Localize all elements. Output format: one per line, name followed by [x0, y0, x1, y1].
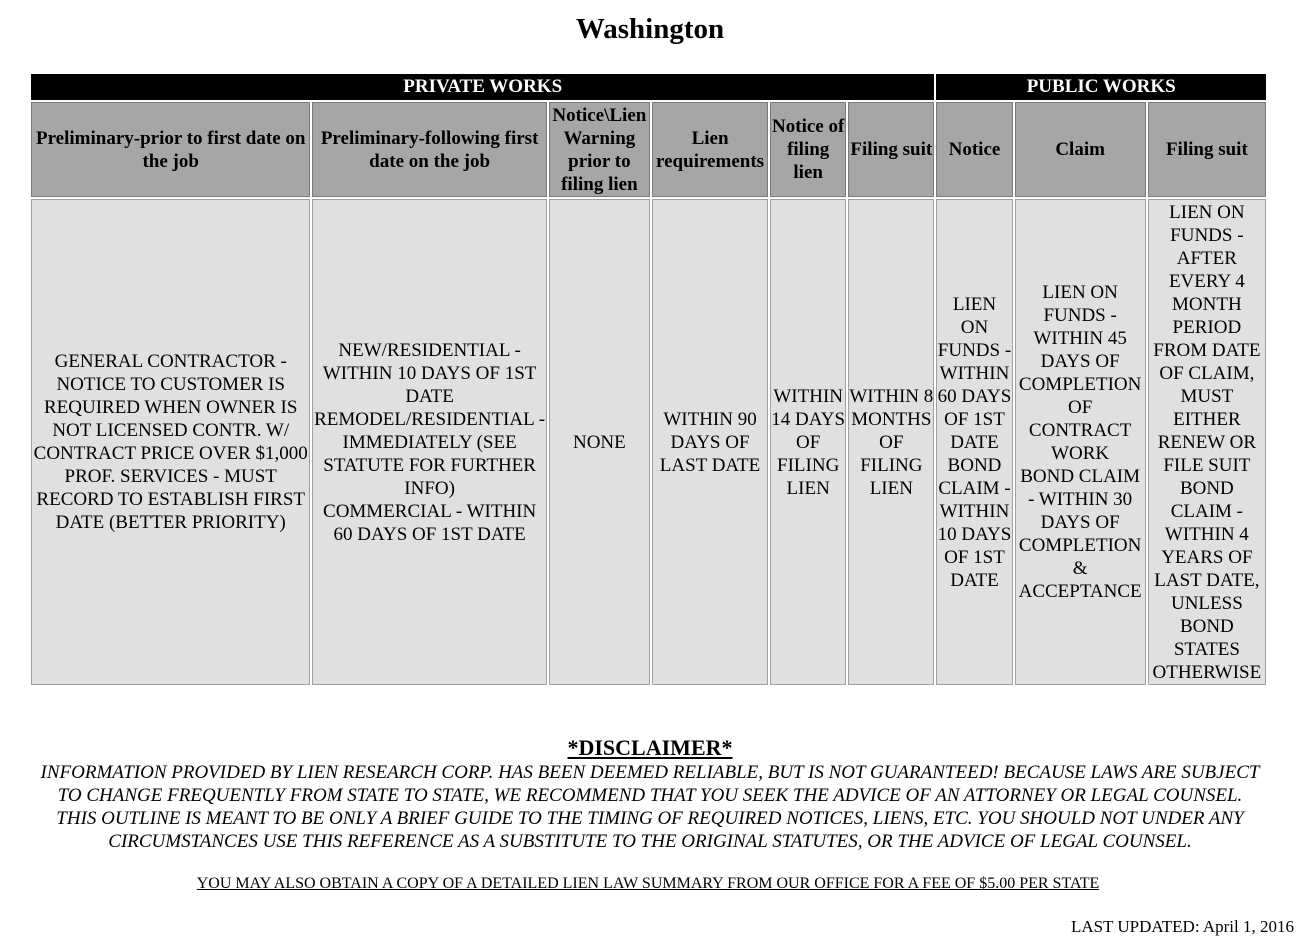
cell-line: BOND CLAIM - WITHIN 4 YEARS OF LAST DATE, UNLESS BOND STATES OTHERWISE	[1152, 477, 1262, 683]
column-header: Notice of filing lien	[770, 102, 846, 197]
lien-summary-link[interactable]: YOU MAY ALSO OBTAIN A COPY OF A DETAILED LIEN LAW SUMMARY FROM OUR OFFICE FOR A FEE OF $5.00 PER STATE	[196, 875, 1100, 892]
column-header: Notice\Lien Warning prior to filing lien	[549, 102, 650, 197]
last-updated: LAST UPDATED: April 1, 2016	[1070, 917, 1294, 936]
disclaimer-line: INFORMATION PROVIDED BY LIEN RESEARCH CORP. HAS BEEN DEEMED RELIABLE, BUT IS NOT GUARANTEED! BECAUSE LAWS ARE SUBJECT	[40, 762, 1260, 783]
cell-line: WITHIN 8 MONTHS OF FILING LIEN	[849, 385, 934, 499]
table-cell	[312, 199, 546, 685]
column-header: Preliminary-prior to first date on the job	[31, 102, 310, 197]
cell-line: REMODEL/RESIDENTIAL - IMMEDIATELY (SEE STATUTE FOR FURTHER INFO)	[314, 408, 546, 499]
cell-line: GENERAL CONTRACTOR - NOTICE TO CUSTOMER IS REQUIRED WHEN OWNER IS NOT LICENSED CONTR. W/ CONTRACT PRICE OVER $1,000	[33, 351, 308, 464]
cell-line: NEW/RESIDENTIAL - WITHIN 10 DAYS OF 1ST DATE	[322, 339, 537, 407]
disclaimer-line: THIS OUTLINE IS MEANT TO BE ONLY A BRIEF GUIDE TO THE TIMING OF REQUIRED NOTICES, LIENS, ETC. YOU SHOULD NOT UNDER ANY	[56, 808, 1244, 829]
cell-line: LIEN ON FUNDS - AFTER EVERY 4 MONTH PERIOD FROM DATE OF CLAIM, MUST EITHER RENEW OR FILE SUIT	[1153, 201, 1261, 476]
disclaimer-line: TO CHANGE FREQUENTLY FROM STATE TO STATE, WE RECOMMEND THAT YOU SEEK THE ADVICE OF AN ATTORNEY OR LEGAL COUNSEL.	[57, 785, 1243, 806]
table-cell	[936, 199, 1012, 685]
cell-line: BOND CLAIM - WITHIN 30 DAYS OF COMPLETION & ACCEPTANCE	[1018, 466, 1142, 602]
column-header-row	[31, 102, 1266, 197]
disclaimer-title: *DISCLAIMER*	[567, 735, 733, 760]
lien-law-table	[29, 72, 1268, 687]
column-header: Preliminary-following first date on the job	[312, 102, 546, 197]
disclaimer-text	[0, 761, 1300, 853]
column-header: Filing suit	[1148, 102, 1266, 197]
table-cell	[1015, 199, 1146, 685]
table-cell	[31, 199, 310, 685]
cell-line: COMMERCIAL - WITHIN 60 DAYS OF 1ST DATE	[323, 500, 537, 545]
column-header: Notice	[936, 102, 1012, 197]
public-works-header: PUBLIC WORKS	[936, 74, 1266, 100]
table-cell	[770, 199, 846, 685]
table-cell	[652, 199, 768, 685]
cell-line: BOND CLAIM - WITHIN 10 DAYS OF 1ST DATE	[937, 454, 1012, 591]
table-row	[31, 199, 1266, 685]
column-header: Claim	[1015, 102, 1146, 197]
cell-line: NONE	[572, 431, 626, 453]
section-header-row	[31, 74, 1266, 100]
column-header: Lien requirements	[652, 102, 768, 197]
column-header: Filing suit	[848, 102, 934, 197]
cell-line: WITHIN 14 DAYS OF FILING LIEN	[771, 385, 846, 499]
private-works-header: PRIVATE WORKS	[31, 74, 934, 100]
page-title: Washington	[575, 13, 725, 45]
cell-line: LIEN ON FUNDS - WITHIN 45 DAYS OF COMPLETION OF CONTRACT WORK	[1018, 282, 1142, 464]
table-cell	[848, 199, 934, 685]
cell-line: WITHIN 90 DAYS OF LAST DATE	[659, 408, 761, 476]
cell-line: LIEN ON FUNDS - WITHIN 60 DAYS OF 1ST DATE	[937, 293, 1012, 453]
cell-line: PROF. SERVICES - MUST RECORD TO ESTABLISH FIRST DATE (BETTER PRIORITY)	[36, 466, 305, 533]
disclaimer-line: CIRCUMSTANCES USE THIS REFERENCE AS A SUBSTITUTE TO THE ORIGINAL STATUTES, OR THE ADVICE OF LEGAL COUNSEL.	[108, 831, 1192, 852]
table-cell	[549, 199, 650, 685]
table-cell	[1148, 199, 1266, 685]
